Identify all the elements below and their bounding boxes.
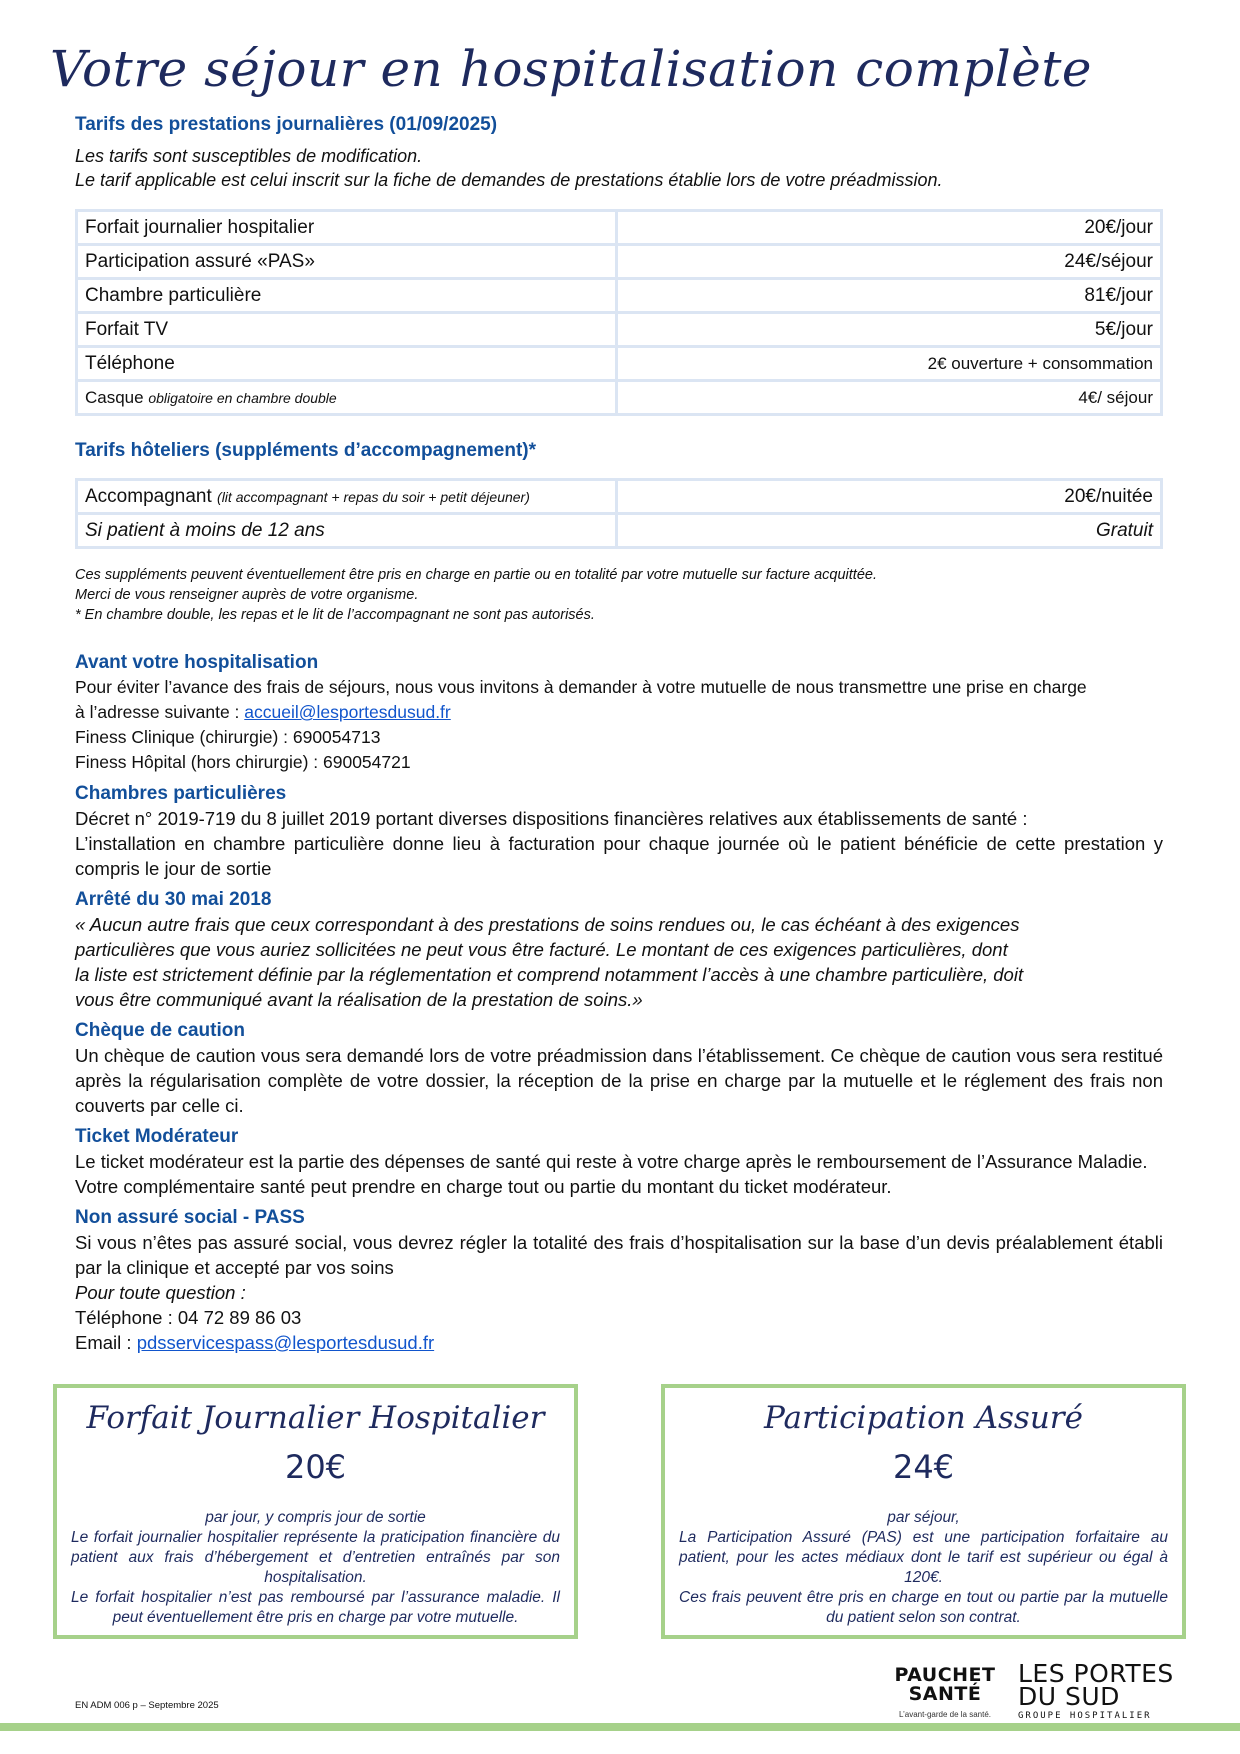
hotel-rates-heading: Tarifs hôteliers (suppléments d’accompagnement)*: [75, 440, 537, 461]
rate-sublabel: obligatoire en chambre double: [148, 389, 337, 406]
question-label: Pour toute question :: [75, 1282, 246, 1303]
rate-label: Forfait TV: [85, 318, 169, 340]
rate-value: 5€/jour: [617, 313, 1162, 347]
table-row: [77, 381, 1162, 415]
section-arrete: [75, 887, 1163, 1012]
section-text: L’installation en chambre particulière donne lieu à facturation pour chaque journée où le patient bénéficie de cette prestation y compris le jour de sortie: [75, 833, 1163, 879]
box-description: Ces frais peuvent être pris en charge en tout ou partie par la mutuelle du patient selon son contrat.: [679, 1589, 1168, 1626]
section-text: Si vous n’êtes pas assuré social, vous devrez régler la totalité des frais d’hospitalisation sur la base d’un devis préalablement établi par la clinique et accepté par vos soins: [75, 1232, 1163, 1278]
pass-phone: Téléphone : 04 72 89 86 03: [75, 1307, 302, 1328]
section-heading: Chèque de caution: [75, 1020, 245, 1041]
rate-label: Accompagnant: [85, 485, 212, 507]
table-row: [77, 313, 1162, 347]
rate-label: Téléphone: [85, 352, 175, 374]
footer-divider: [0, 1723, 1240, 1731]
pass-email-link[interactable]: pdsservicespass@lesportesdusud.fr: [136, 1332, 435, 1353]
box-description: La Participation Assuré (PAS) est une participation forfaitaire au patient, pour les actes médiaux dont le tarif est supérieur ou égal à 120€.: [679, 1529, 1168, 1586]
rate-value: 2€ ouverture + consommation: [617, 347, 1162, 381]
rate-label: Chambre particulière: [85, 284, 262, 306]
table-row: [77, 347, 1162, 381]
rate-label: Participation assuré «PAS»: [85, 250, 315, 272]
section-text: à l’adresse suivante :: [75, 702, 245, 722]
rates-note-2: Le tarif applicable est celui inscrit sur la fiche de demandes de prestations établie lors de votre préadmission.: [75, 170, 943, 190]
section-text: Votre complémentaire santé peut prendre en charge tout ou partie du montant du ticket modérateur.: [75, 1176, 892, 1197]
section-text: Le ticket modérateur est la partie des dépenses de santé qui reste à votre charge après le remboursement de l’Assurance Maladie.: [75, 1151, 1148, 1172]
rates-note-1: Les tarifs sont susceptibles de modification.: [75, 146, 423, 166]
rate-value: Gratuit: [617, 514, 1162, 548]
table-row: [77, 211, 1162, 245]
pauchet-sante-logo: PAUCHET SANTÉ L’avant-garde de la santé.: [894, 1664, 996, 1719]
rate-label: Si patient à moins de 12 ans: [85, 519, 325, 541]
quote-line: vous être communiqué avant la réalisation de la prestation de soins.»: [75, 989, 643, 1010]
section-heading: Arrêté du 30 mai 2018: [75, 889, 272, 910]
forfait-journalier-box: [53, 1384, 578, 1639]
daily-rates-heading: Tarifs des prestations journalières (01/09/2025): [75, 114, 498, 135]
hotel-footnotes: [75, 565, 877, 625]
daily-rates-intro: [75, 114, 1165, 192]
footnote: * En chambre double, les repas et le lit de l’accompagnant ne sont pas autorisés.: [75, 607, 595, 623]
quote-line: la liste est strictement définie par la réglementation et comprend notamment l’accès à une chambre particulière, doit: [75, 964, 1024, 985]
finess-hopital: Finess Hôpital (hors chirurgie) : 690054721: [75, 752, 411, 772]
rate-label: Casque: [85, 387, 144, 407]
box-price: 20€: [284, 1448, 347, 1486]
section-pass: [75, 1205, 1163, 1355]
table-row: [77, 245, 1162, 279]
section-heading: Chambres particulières: [75, 783, 287, 804]
section-text: Pour éviter l’avance des frais de séjours, nous vous invitons à demander à votre mutuelle de nous transmettre une prise en charge: [75, 677, 1087, 697]
quote-line: « Aucun autre frais que ceux correspondant à des prestations de soins rendues ou, le cas échéant à des exigences: [75, 914, 1020, 935]
box-line: par jour, y compris jour de sortie: [205, 1509, 426, 1526]
rate-value: 24€/séjour: [617, 245, 1162, 279]
les-portes-du-sud-logo: LES PORTES DU SUD GROUPE HOSPITALIER: [1018, 1659, 1174, 1721]
section-text: Décret n° 2019-719 du 8 juillet 2019 portant diverses dispositions financières relatives aux établissements de santé :: [75, 808, 1028, 829]
email-label: Email :: [75, 1332, 137, 1353]
box-description: Le forfait journalier hospitalier représente la praticipation financière du patient aux frais d’hébergement et d’entretien entraînés par son hospitalisation.: [71, 1529, 560, 1586]
section-ticket: [75, 1124, 1163, 1199]
box-description: Le forfait hospitalier n’est pas remboursé par l’assurance maladie. Il peut éventuellement être pris en charge par votre mutuelle.: [71, 1589, 560, 1626]
document-reference: EN ADM 006 p – Septembre 2025: [75, 1700, 219, 1711]
section-avant: [75, 650, 1163, 775]
section-text: Un chèque de caution vous sera demandé lors de votre préadmission dans l’établissement. Ce chèque de caution vous sera restitué après la régularisation complète de votre dossier, la réception de la prise en charge par la mutuelle et le réglement des frais non couverts par celle ci.: [75, 1045, 1163, 1116]
section-heading: Avant votre hospitalisation: [75, 652, 319, 673]
finess-clinique: Finess Clinique (chirurgie) : 690054713: [75, 727, 381, 747]
table-row: [77, 480, 1162, 514]
table-row: [77, 514, 1162, 548]
footnote: Ces suppléments peuvent éventuellement être pris en charge en partie ou en totalité par votre mutuelle sur facture acquittée.: [75, 567, 877, 583]
quote-line: particulières que vous auriez sollicitées ne peut vous être facturé. Le montant de ces exigences particulières, dont: [75, 939, 1008, 960]
box-price: 24€: [892, 1448, 955, 1486]
participation-assure-box: [661, 1384, 1186, 1639]
accueil-email-link[interactable]: accueil@lesportesdusud.fr: [244, 702, 451, 722]
daily-rates-table: [75, 209, 1163, 416]
rate-value: 20€/jour: [617, 211, 1162, 245]
info-sections: [75, 646, 1163, 1361]
hotel-rates-table: [75, 478, 1163, 549]
box-title: Forfait Journalier Hospitalier: [86, 1400, 545, 1436]
rate-value: 81€/jour: [617, 279, 1162, 313]
section-heading: Ticket Modérateur: [75, 1126, 239, 1147]
rate-label: Forfait journalier hospitalier: [85, 216, 315, 238]
table-row: [77, 279, 1162, 313]
box-line: par séjour,: [887, 1509, 960, 1526]
footer-logos: [890, 1660, 1190, 1730]
section-heading: Non assuré social - PASS: [75, 1207, 305, 1228]
footnote: Merci de vous renseigner auprès de votre organisme.: [75, 587, 419, 603]
rate-value: 4€/ séjour: [617, 381, 1162, 415]
rate-sublabel: (lit accompagnant + repas du soir + petit déjeuner): [217, 488, 530, 505]
section-cheque: [75, 1018, 1163, 1118]
page-title: Votre séjour en hospitalisation complète: [50, 40, 1093, 98]
box-title: Participation Assuré: [764, 1400, 1083, 1436]
section-chambres: [75, 781, 1163, 881]
rate-value: 20€/nuitée: [617, 480, 1162, 514]
